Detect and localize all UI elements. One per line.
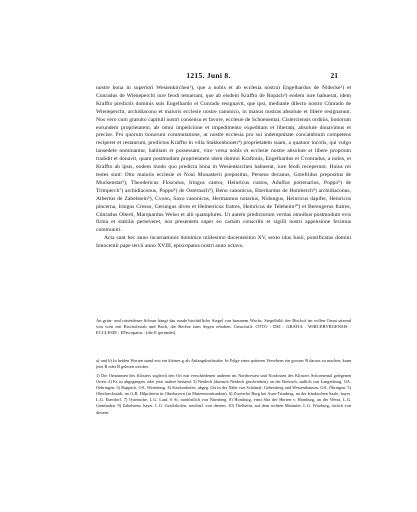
page-header	[0, 71, 417, 81]
charter-text	[96, 85, 351, 251]
textual-note	[96, 358, 351, 370]
page-number: 21	[330, 71, 338, 80]
charter-paragraph-main: nostre bona in superiori Wesienkirchen¹), que a nobis et ab ecclesia nostra) Engelhardus de Nidecke²) et Cunradus de Wienepercht iure feodi tenuerant, que ab eisdem Kraffto de Ropach³) eodem iure habuerat, idem Kraffto predictis dominis suis Engelhardo et Cunrado resignavit, que ipsi, mediante dilecto nostro Cůnrado de Wienepercht, archidiacono et maioris ecclesie nostre canonico, in manus nostras absolute et libere resignarunt. Nos vero cum gratuito capituli nostri consensu et favore, ecclesie de Schoenental, Cisterciensis ordinis, bonorum eorundem proprietatem, ab omni impeticione et impedimento expeditam et liberam, absolute donavimus et precise. Pro quorum bonorum commutatione, ut nostre ecclesia pro sui indempnitate concambium competens reciperet et restaurum, predictus Kraffto in villa Stakkenbouen⁴) proprietatem suam, a quatuor incolis, qui vulgo lansedele nominantur, habitam et possessam, vice versa nobis et ecclesie nostre absolute et libere proprium tradidit et donavit, quam postmodum proprietatem idem domini Kraftonis, Engelhardus et Cvonradus, a nobis, et Kraffto ab ipsis, eodem modo quo predicta bona in Wesienkirchen habuerat, iure feodi receperunt. Huius rei testes sunt: Otto maioris ecclesie et Noui Monasterii prepositus, Perseus decanus, Gotefridus prepositus de Muckenstat⁵), Theodericus Flosculus, Iringus cantor, Heinricus custos, Adulfus portenarius, Poppo⁶) de Trimperch⁷) archidiaconus, Poppo⁸) de Osternach⁹), Beno canonicus, Eberhardus de Homberch⁹) archidiaconus, Albertus de Zabelstein⁹), Cvono, Saxo canonicus, Hermannus notarius, Nidungus, Heinricus dapifer, Heinricus pincerna, Iringus Cresso, Gerungus dives et Helmericus fratres, Heinricus de Teleheim¹⁰) et Berengerus fratres, Cůnradus Oberti, Marquardus Weiso et alii quamplures. Ut autem predictorum veritas omnibus postmodum evis firma et stabilis perseveret, nos presentem super eo cartam conscribi et sigilli nostri appensione fecimus communiri.	[96, 85, 351, 234]
footnotes-text: 1) Die Ortsnamen des Klosters sogleich den Ort mit verschiedenen anderen im Nordwesten und Nordosten des Klosters Schoenental gelegenen Orten. 2) Es ist abgegangen, oder jetzt andere bestand. 3) Neideck (darnach Neideck geschrieben), an der Breitach, südlich von Langenburg, OA. Oehringen. 3) Rappach, OA. Weinsberg. 4) Stackenhofen, abgeg. Ort in der Nähe von Schöntal, Gebersberg und Westernhausen, OA. Öhringen. 5) Oberbrechstadt, im G.B. Hilpolstein in Oberbayern (in Mutetentonfranken). 6) Zweierlei Burg bei Aura-Trimberg, an der fränkischen Saale, bayer. L.G. Euerdorf. 7) Osternohe, L.G. Lauf, 6 St. nordöstlich von Nürnberg. 8) Homburg, einst Sitz der Herren v. Homburg, an der Werra, L.G. Gemünden. 9) Zabelstein, bayer. L.G. Gerolzhofen, nordöstl. von diesem. 10) Thelheim, auf dem rechten Mainufer, L.G. Wirzburg, östlich von diesem.	[96, 373, 351, 415]
running-header: 1215. Juni 8.	[186, 71, 231, 80]
seal-description	[96, 318, 351, 337]
numbered-footnotes	[96, 373, 351, 416]
footnote-a: a) und b) In beiden Worten stand erst ein kleines g als Anfangsbuchstabe. In Folge eines späteren Versehens ein grosses B daraus zu machen, kann jetzt B oder B gelesen werden.	[96, 358, 351, 369]
charter-paragraph-dating: Acta sunt hec anno incarnationis dominice millesimo ducentesimo XV, sexto idus Iunii, pontificatus domini Innocentii pape tercii anno XVIII, episcopatus nostri anno octavo.	[96, 235, 351, 250]
seal-note: An grün- und rotseidener Schnur hängt das runde bischöfliche Siegel von braunem Wachs. Siegelbild: der Bischof im vollen Ornat sitzend von vorn mit Bischofsstab und Buch, die Rechte zum Segen erhoben. Umschrift: OTTO : DEI : GRATIA : WIRCEBVRGENSIS : ECCLESIE : EPiscopatus : (die E gerundet).	[96, 318, 351, 336]
